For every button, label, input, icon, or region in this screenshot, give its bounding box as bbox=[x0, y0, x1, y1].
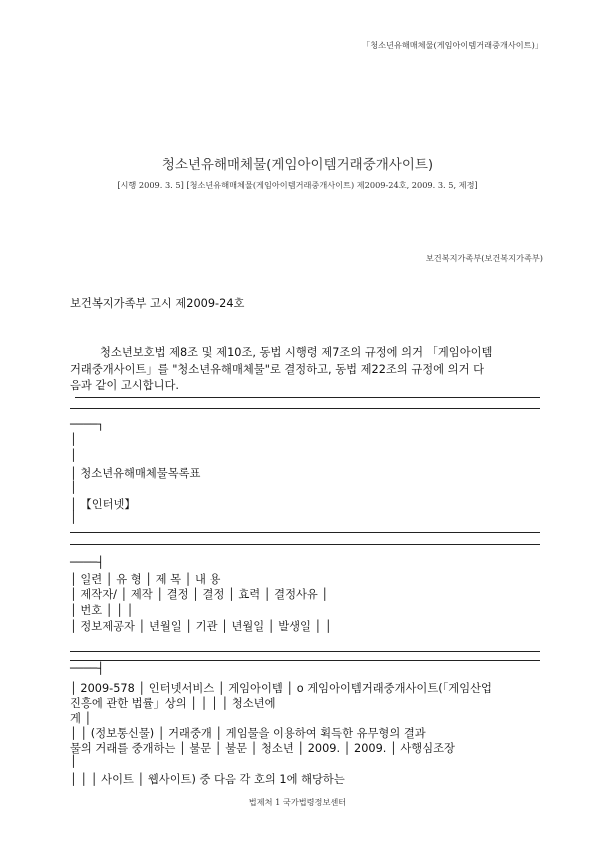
ministry-name: 보건복지가족부(보건복지가족부) bbox=[425, 253, 543, 263]
table-line bbox=[70, 524, 342, 537]
table-line: │ 정보제공자 │ 년월일 │ 기관 │ 년월일 │ 발생일 │ │ bbox=[70, 620, 332, 633]
table-line bbox=[70, 388, 349, 401]
body-line: 청소년보호법 제8조 및 제10조, 동법 시행령 제7조의 규정에 의거 「게임아이템 bbox=[100, 346, 493, 359]
table-line: │ 2009-578 │ 인터넷서비스 │ 게임아이템 │ o 게임아이템거래중개사이트(「게임산업 bbox=[70, 682, 492, 695]
table-line: 진흥에 관한 법률」상의 │ │ │ │ 청소년에 bbox=[70, 697, 276, 710]
page-footer: 법제처 1 국가법령정보센터 bbox=[248, 797, 347, 807]
table-line: ────┤ bbox=[70, 556, 105, 569]
table-line: │ │ (정보통신물) │ 거래중개 │ 게임물을 이용하여 획득한 유무형의 결과 bbox=[70, 727, 426, 740]
enforcement-info: [시행 2009. 3. 5] [청소년유해매체물(게임아이템거래중개사이트) 제2009-24호, 2009. 3. 5, 제정] bbox=[117, 180, 478, 190]
table-line: │ bbox=[70, 755, 77, 768]
table-border-line bbox=[70, 544, 540, 545]
table-line: 게 │ bbox=[70, 712, 92, 725]
table-line: │ 제작자/ │ 제작 │ 결정 │ 결정 │ 효력 │ 결정사유 │ bbox=[70, 588, 329, 601]
table-line: │ bbox=[70, 449, 77, 462]
table-line: 물의 거래를 중개하는 │ 불문 │ 불문 │ 청소년 │ 2009. │ 2009. │ 사행심조장 bbox=[70, 742, 455, 755]
table-line: │ bbox=[70, 481, 77, 494]
table-line: │ 【인터넷】 bbox=[70, 498, 136, 511]
table-line: │ 일련 │ 유 형 │ 제 목 │ 내 용 bbox=[70, 573, 221, 586]
table-line: ────┐ bbox=[70, 418, 105, 431]
notice-title: 보건복지가족부 고시 제2009-24호 bbox=[70, 297, 245, 310]
table-line bbox=[70, 642, 342, 655]
table-line: │ bbox=[70, 511, 77, 524]
table-border-line bbox=[70, 408, 540, 409]
document-title: 청소년유해매체물(게임아이템거래중개사이트) bbox=[161, 157, 434, 173]
table-line: │ 번호 │ │ │ bbox=[70, 604, 134, 617]
running-header: 「청소년유해매체물(게임아이템거래중개사이트)」 bbox=[362, 40, 543, 50]
table-line: │ bbox=[70, 433, 77, 446]
table-line: │ 청소년유해매체물목록표 bbox=[70, 467, 201, 480]
table-line: │ │ │ 사이트 │ 웹사이트) 중 다음 각 호의 1에 해당하는 bbox=[70, 773, 345, 786]
body-line: 거래중개사이트」를 "청소년유해매체물"로 결정하고, 동법 제22조의 규정에 의거 다 bbox=[70, 363, 485, 376]
table-border-line bbox=[70, 660, 540, 661]
body-line: 음과 같이 고시합니다. bbox=[70, 379, 179, 392]
table-line: ────┤ bbox=[70, 662, 105, 675]
